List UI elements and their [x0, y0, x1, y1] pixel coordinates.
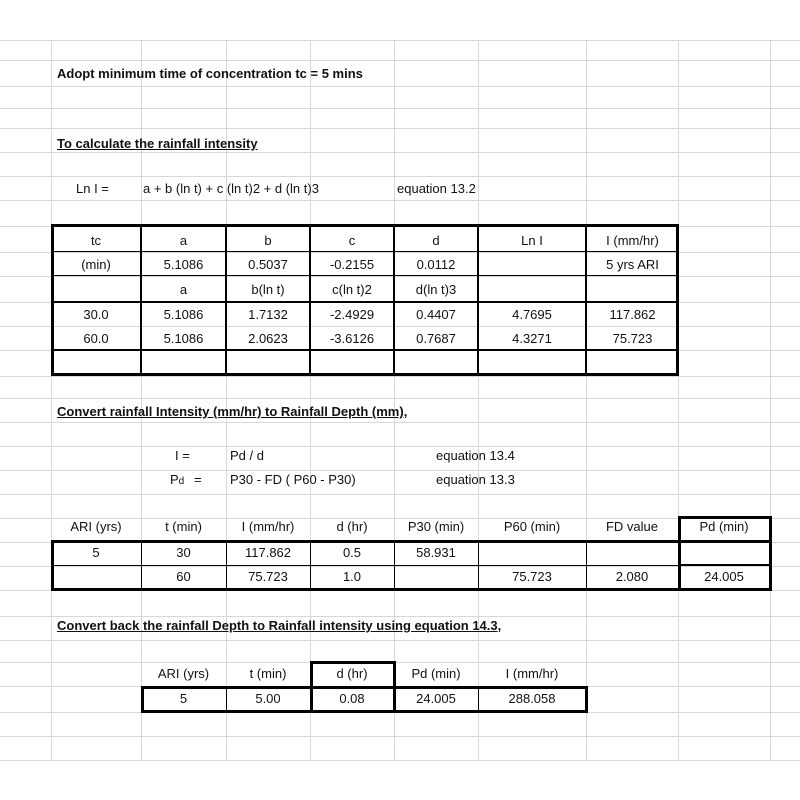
table1-data-cell: 60.0 — [83, 331, 109, 346]
table2-header-cell: Pd (min) — [699, 519, 749, 534]
equation3-rhs: P30 - FD ( P60 - P30) — [230, 472, 356, 487]
row-gridline — [0, 662, 800, 663]
row-gridline — [0, 40, 800, 41]
table1-header-cell: c — [348, 233, 356, 248]
table1-data-cell: 117.862 — [609, 307, 656, 322]
table3-data-cell: 5.00 — [255, 691, 281, 706]
table1-data-cell: 30.0 — [83, 307, 109, 322]
table3-data-cell: 288.058 — [508, 691, 556, 706]
column-gridline — [51, 40, 52, 760]
section3-title: Convert back the rainfall Depth to Rainfall intensity using equation 14.3, — [57, 618, 502, 633]
table1-header-cell: I (mm/hr) — [606, 233, 659, 248]
equation3-ref: equation 13.3 — [436, 472, 515, 487]
column-gridline — [478, 40, 479, 760]
equation2-lhs: I = — [175, 448, 190, 463]
table2-header-cell: ARI (yrs) — [70, 519, 122, 534]
row-gridline — [0, 152, 800, 153]
row-gridline — [0, 736, 800, 737]
table2-data-cell: 0.5 — [342, 545, 362, 560]
row-gridline — [0, 200, 800, 201]
table2-header-cell: t (min) — [165, 519, 202, 534]
table2-pd-column-top — [678, 516, 772, 519]
table2-data-cell: 58.931 — [416, 545, 456, 560]
column-gridline — [310, 40, 311, 760]
row-gridline — [0, 640, 800, 641]
table1-row-divider — [53, 275, 677, 276]
table2-data-cell: 117.862 — [244, 545, 292, 560]
table1-term-header-cell: b(ln t) — [251, 282, 285, 297]
table2-header-cell: P30 (min) — [407, 519, 465, 534]
table3-header-cell: ARI (yrs) — [157, 666, 210, 681]
table2-data-cell: 24.005 — [704, 569, 744, 584]
table1-subheader-cell: -0.2155 — [329, 257, 375, 272]
table1-subheader-cell: 5.1086 — [163, 257, 204, 272]
row-gridline — [0, 60, 800, 61]
row-gridline — [0, 176, 800, 177]
table2-header-cell: I (mm/hr) — [241, 519, 295, 534]
pd-symbol: P — [170, 472, 179, 487]
row-gridline — [0, 494, 800, 495]
table2-data-cell: 60 — [176, 569, 191, 584]
table2-data-cell: 2.080 — [615, 569, 649, 584]
table1-header-cell: d — [432, 233, 440, 248]
table1-term-header-cell: a — [179, 282, 188, 297]
row-gridline — [0, 108, 800, 109]
table2-border-bottom — [51, 588, 772, 591]
table1-data-cell: 5.1086 — [163, 331, 204, 346]
column-gridline — [394, 40, 395, 760]
equation3-equals: = — [194, 472, 202, 487]
column-gridline — [586, 40, 587, 760]
row-gridline — [0, 760, 800, 761]
row-gridline — [0, 86, 800, 87]
row-gridline — [0, 616, 800, 617]
row-gridline — [0, 470, 800, 471]
table3-data-cell: 0.08 — [339, 691, 365, 706]
table1-term-header-cell: d(ln t)3 — [415, 282, 457, 297]
table2-data-cell: 75.723 — [248, 569, 288, 584]
table1-subheader-cell: (min) — [81, 257, 111, 272]
table1-header-cell: Ln I — [521, 233, 543, 248]
section2-title: Convert rainfall Intensity (mm/hr) to Rainfall Depth (mm), — [57, 404, 408, 419]
row-gridline — [0, 128, 800, 129]
table1-data-cell: 2.0623 — [248, 331, 288, 346]
table2-row-divider — [678, 564, 772, 566]
table2-data-cell: 30 — [176, 545, 191, 560]
table3-data-cell: 24.005 — [416, 691, 456, 706]
table3-border-bottom — [141, 710, 588, 713]
table2-header-cell: FD value — [605, 519, 659, 534]
table3-header-cell: d (hr) — [336, 666, 368, 681]
table1-data-cell: 1.7132 — [248, 307, 288, 322]
table1-header-cell: a — [179, 233, 188, 248]
table1-row-divider — [53, 301, 677, 303]
equation1-rhs: a + b (ln t) + c (ln t)2 + d (ln t)3 — [143, 181, 319, 196]
equation1-ref: equation 13.2 — [397, 181, 476, 196]
table1-data-cell: 0.4407 — [416, 307, 456, 322]
table1-term-header-cell: c(ln t)2 — [332, 282, 372, 297]
table2-data-cell: 5 — [92, 545, 100, 560]
table2-row-divider — [54, 565, 678, 566]
table3-border-top — [141, 686, 588, 689]
column-gridline — [770, 40, 771, 760]
table1-data-cell: 75.723 — [612, 331, 653, 346]
table1-data-cell: 0.7687 — [416, 331, 456, 346]
equation2-ref: equation 13.4 — [436, 448, 515, 463]
table1-row-divider — [53, 349, 677, 351]
table1-subheader-cell: 5 yrs ARI — [606, 257, 659, 272]
table3-header-cell: t (min) — [249, 666, 287, 681]
table2-border-top — [51, 540, 772, 543]
section1-title: To calculate the rainfall intensity — [57, 136, 258, 151]
row-gridline — [0, 398, 800, 399]
row-gridline — [0, 446, 800, 447]
table1-row-divider — [53, 251, 677, 252]
table1-header-cell: b — [264, 233, 272, 248]
table1-subheader-cell: 0.5037 — [248, 257, 288, 272]
table1-data-cell: 4.3271 — [512, 331, 552, 346]
row-gridline — [0, 376, 800, 377]
table1-data-cell: -2.4929 — [329, 307, 375, 322]
equation1-lhs: Ln I = — [76, 181, 109, 196]
table2-header-cell: P60 (min) — [503, 519, 561, 534]
table1-data-cell: -3.6126 — [329, 331, 375, 346]
row-gridline — [0, 422, 800, 423]
pd-subscript: d — [178, 476, 185, 487]
table1-header-cell: tc — [90, 233, 102, 248]
equation2-rhs: Pd / d — [230, 448, 264, 463]
table1-data-cell: 4.7695 — [512, 307, 552, 322]
equation3-lhs — [170, 472, 184, 490]
table1-subheader-cell: 0.0112 — [416, 257, 456, 272]
table2-data-cell: 75.723 — [512, 569, 552, 584]
table1-data-cell: 5.1086 — [163, 307, 204, 322]
table2-data-cell: 1.0 — [342, 569, 362, 584]
tc-heading: Adopt minimum time of concentration tc = 5 mins — [57, 66, 363, 81]
table3-dhr-top — [310, 661, 396, 664]
table3-header-cell: I (mm/hr) — [505, 666, 559, 681]
table2-header-cell: d (hr) — [336, 519, 368, 534]
table3-header-cell: Pd (min) — [411, 666, 461, 681]
table3-data-cell: 5 — [179, 691, 188, 706]
column-gridline — [678, 40, 679, 760]
